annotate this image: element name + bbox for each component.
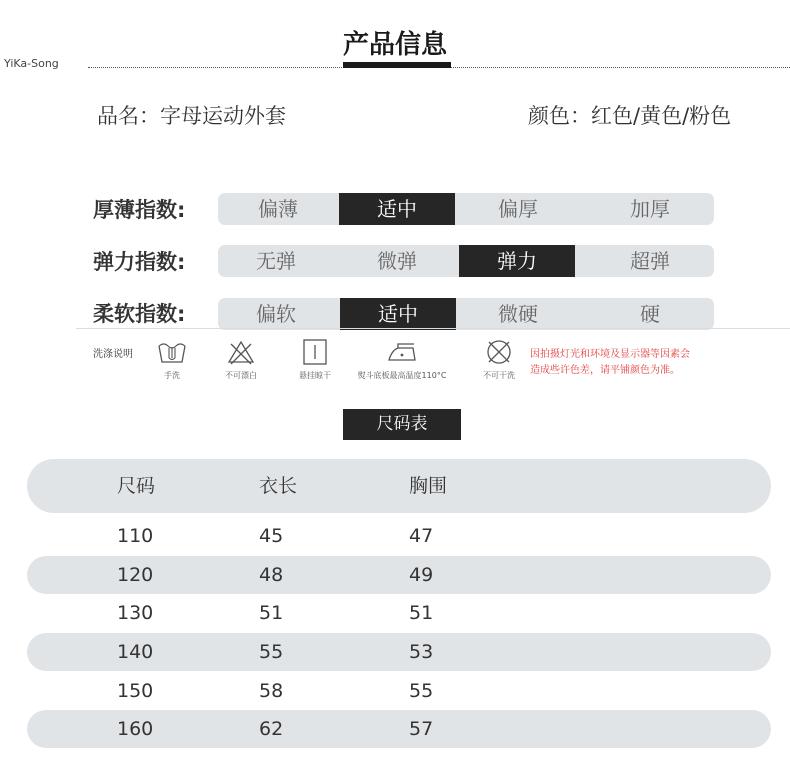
- thickness-option: 偏薄: [258, 197, 298, 221]
- softness-label: 柔软指数:: [93, 302, 186, 326]
- table-row: [27, 710, 771, 748]
- cell-length: 62: [259, 718, 284, 740]
- cell-length: 55: [259, 641, 284, 663]
- softness-option: 硬: [640, 302, 660, 326]
- thickness-option: 加厚: [630, 197, 670, 221]
- hang-dry: [290, 338, 340, 381]
- cell-size: 140: [117, 641, 154, 663]
- hang-dry-label: 悬挂晾干: [299, 371, 331, 380]
- cell-chest: 57: [409, 718, 434, 740]
- cell-size: 150: [117, 680, 154, 702]
- cell-chest: 53: [409, 641, 434, 663]
- header-length: 衣长: [259, 475, 298, 497]
- softness-option: 微硬: [498, 302, 538, 326]
- cell-chest: 49: [409, 564, 434, 586]
- elasticity-option: 超弹: [630, 249, 670, 273]
- header-size: 尺码: [117, 475, 156, 497]
- no-dry-clean-icon: [483, 338, 515, 366]
- table-row: [27, 517, 771, 555]
- cell-size: 160: [117, 718, 154, 740]
- cell-length: 51: [259, 602, 284, 624]
- thickness-label: 厚薄指数:: [93, 198, 186, 222]
- thickness-option: 偏厚: [498, 197, 538, 221]
- cell-chest: 51: [409, 602, 434, 624]
- color-disclaimer: [530, 347, 780, 379]
- no-bleach-icon: [225, 338, 257, 366]
- cell-size: 120: [117, 564, 154, 586]
- elasticity-option: 无弹: [256, 249, 296, 273]
- cell-length: 45: [259, 525, 284, 547]
- elasticity-option-selected: 弹力: [459, 245, 575, 277]
- thickness-scale: [218, 193, 714, 225]
- no-dry-clean: [474, 338, 524, 381]
- iron-icon: [386, 338, 418, 366]
- product-color: 颜色：红色/黄色/粉色: [528, 104, 732, 128]
- no-dry-clean-label: 不可干洗: [483, 371, 515, 380]
- table-row: [27, 672, 771, 710]
- disclaimer-line: 因拍摄灯光和环境及显示器等因素会: [530, 349, 690, 360]
- hand-wash: [152, 338, 192, 381]
- section-divider: [76, 328, 790, 329]
- softness-option-selected: 适中: [340, 298, 456, 330]
- cell-size: 130: [117, 602, 154, 624]
- no-bleach-label: 不可漂白: [225, 371, 257, 380]
- page-title: 产品信息: [342, 30, 447, 60]
- header-chest: 胸围: [409, 475, 448, 497]
- no-bleach: [216, 338, 266, 381]
- cell-length: 48: [259, 564, 284, 586]
- thickness-option-selected: 适中: [339, 193, 455, 225]
- washing-title: 洗涤说明: [93, 349, 133, 360]
- disclaimer-line: 造成些许色差，请平铺颜色为准。: [530, 365, 680, 376]
- cell-chest: 47: [409, 525, 434, 547]
- size-table-title: 尺码表: [343, 409, 461, 440]
- hand-wash-icon: [156, 338, 188, 366]
- size-table-header: [27, 459, 771, 513]
- cell-size: 110: [117, 525, 154, 547]
- iron: [346, 338, 458, 381]
- title-underline: [343, 62, 451, 68]
- elasticity-label: 弹力指数:: [93, 250, 186, 274]
- iron-label: 熨斗底板最高温度110°C: [357, 371, 447, 380]
- table-row: [27, 556, 771, 594]
- softness-option: 偏软: [256, 302, 296, 326]
- table-row: [27, 594, 771, 632]
- cell-chest: 55: [409, 680, 434, 702]
- brand-label: YiKa-Song: [4, 57, 59, 70]
- elasticity-option: 微弹: [377, 249, 417, 273]
- table-row: [27, 633, 771, 671]
- hang-dry-icon: [299, 338, 331, 366]
- product-name: 品名：字母运动外套: [97, 104, 286, 128]
- softness-scale: [218, 298, 714, 330]
- hand-wash-label: 手洗: [164, 371, 180, 380]
- elasticity-scale: [218, 245, 714, 277]
- cell-length: 58: [259, 680, 284, 702]
